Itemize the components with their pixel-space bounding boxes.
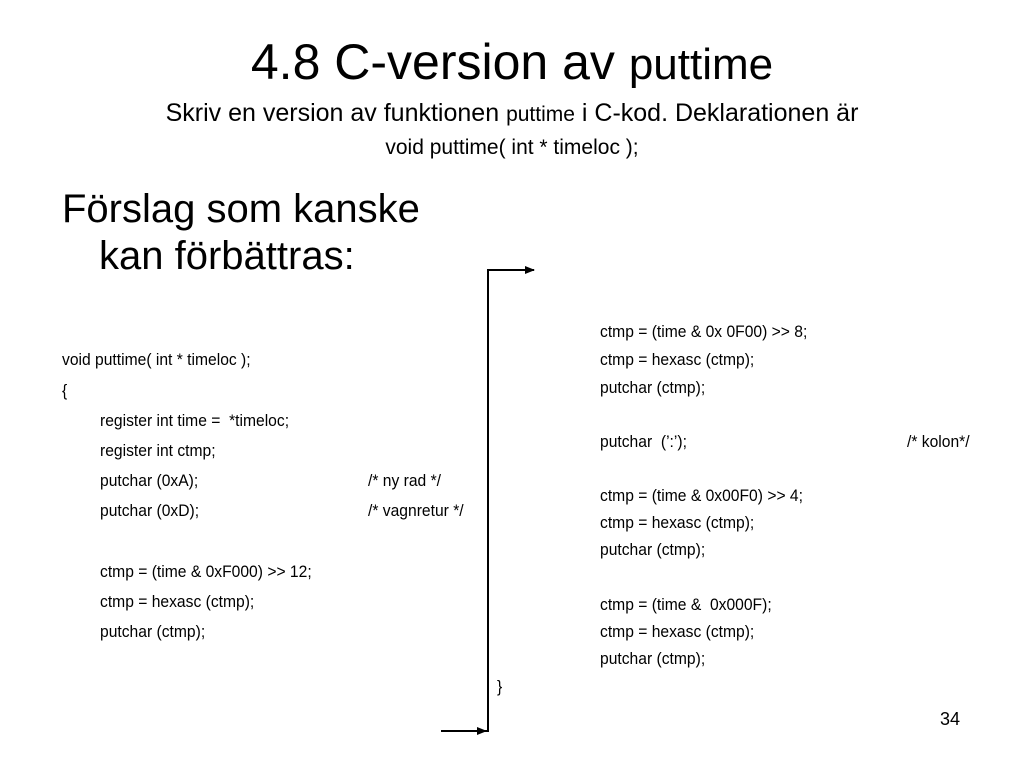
code-line: ctmp = (time & 0xF000) >> 12; (100, 562, 312, 581)
code-line: putchar (ctmp); (600, 649, 706, 668)
code-line: ctmp = hexasc (ctmp); (600, 513, 755, 532)
code-line: putchar (0xA); (100, 471, 199, 490)
title-function-name: puttime (628, 40, 774, 89)
code-signature: void puttime( int * timeloc ); (62, 350, 251, 369)
slide-subtitle (0, 98, 1024, 130)
code-line: ctmp = hexasc (ctmp); (100, 592, 255, 611)
page-number: 34 (940, 709, 961, 729)
function-declaration: void puttime( int * timeloc ); (385, 136, 639, 159)
code-comment: /* ny rad */ (368, 471, 442, 490)
code-line: register int time = *timeloc; (100, 411, 290, 430)
code-line: register int ctmp; (100, 441, 216, 460)
code-line: ctmp = (time & 0x00F0) >> 4; (600, 486, 803, 505)
code-line: ctmp = (time & 0x 0F00) >> 8; (600, 322, 808, 341)
slide-title (0, 34, 1024, 93)
code-line: putchar (’:’); (600, 432, 687, 451)
title-prefix: 4.8 C-version av (250, 34, 629, 90)
subtitle-before: Skriv en version av funktionen (165, 99, 507, 127)
heading-line-1: Förslag som kanske (62, 187, 420, 231)
code-line: ctmp = hexasc (ctmp); (600, 350, 755, 369)
code-close-brace: } (497, 677, 503, 696)
subtitle-function-name: puttime (506, 103, 575, 126)
code-comment: /* kolon*/ (907, 432, 970, 451)
code-line: putchar (ctmp); (600, 378, 706, 397)
code-open-brace: { (62, 381, 68, 400)
code-line: putchar (ctmp); (600, 540, 706, 559)
subtitle-after: i C-kod. Deklarationen är (574, 99, 859, 127)
code-line: ctmp = hexasc (ctmp); (600, 622, 755, 641)
code-line: putchar (0xD); (100, 501, 200, 520)
heading-line-2: kan förbättras: (99, 234, 355, 278)
code-comment: /* vagnretur */ (368, 501, 464, 520)
code-line: ctmp = (time & 0x000F); (600, 595, 772, 614)
code-line: putchar (ctmp); (100, 622, 206, 641)
